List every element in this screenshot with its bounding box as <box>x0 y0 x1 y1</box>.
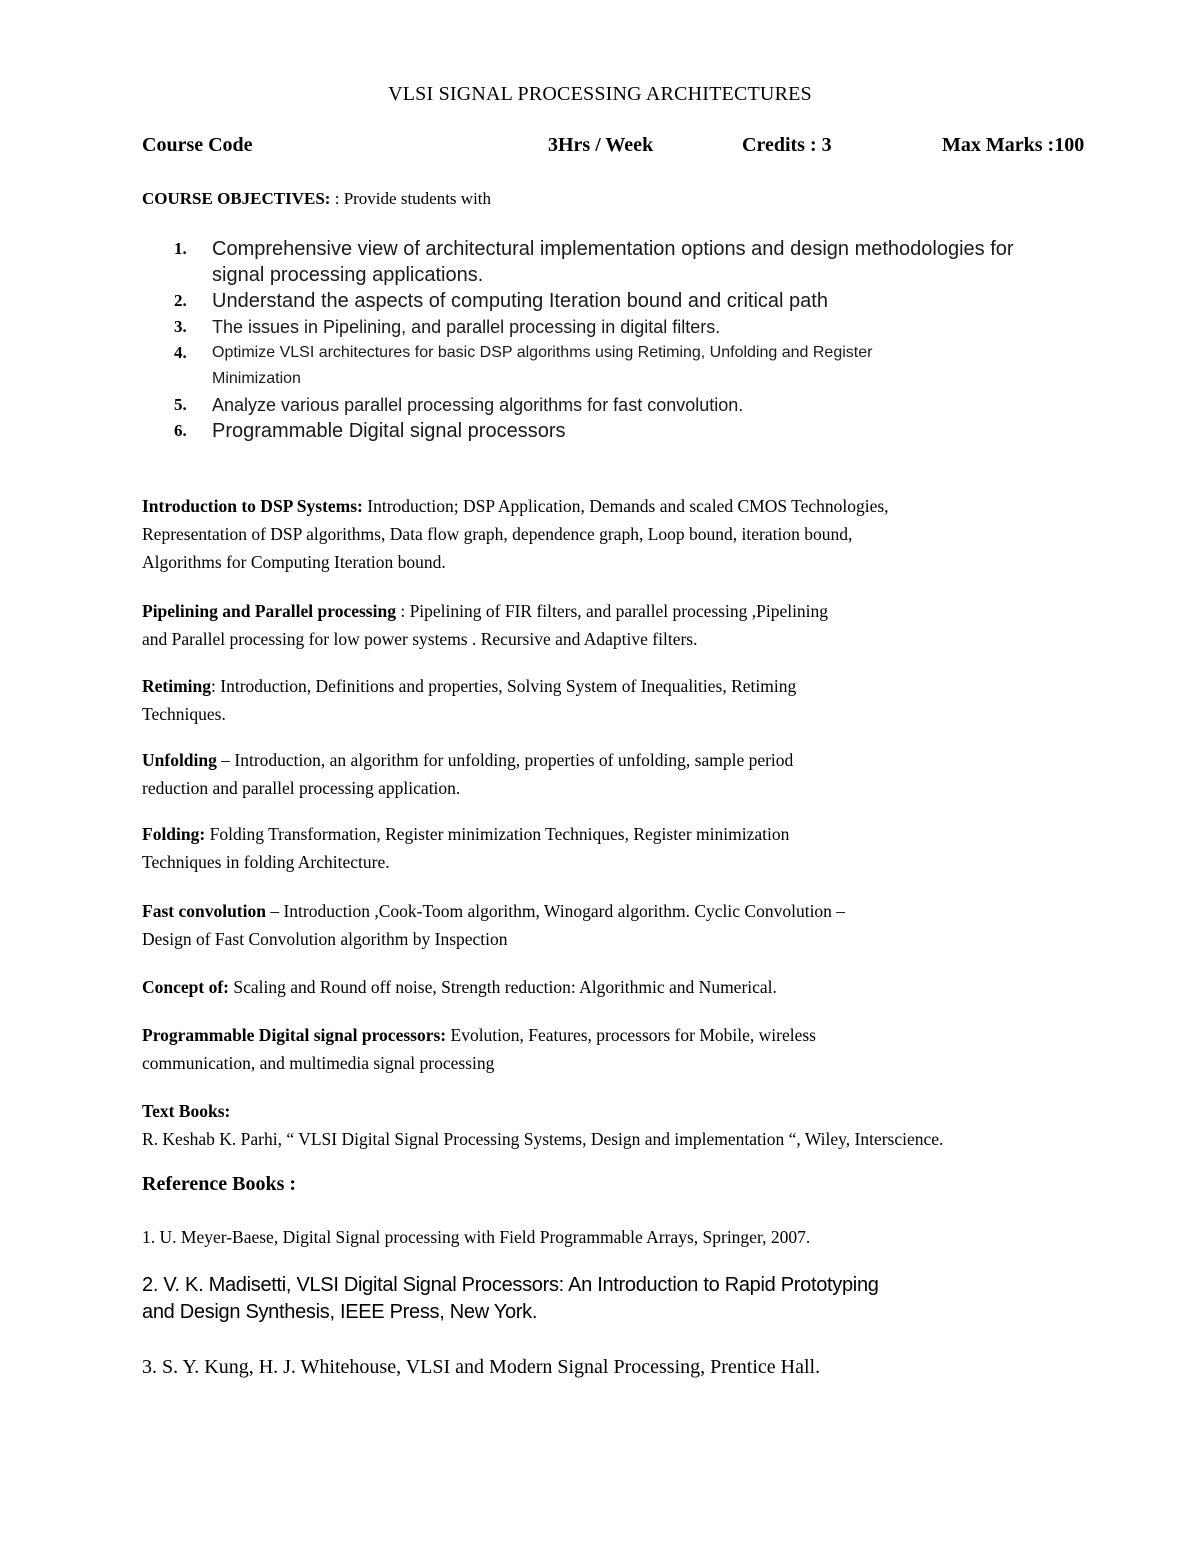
section-text-books <box>142 1097 1142 1153</box>
credits: Credits : 3 <box>742 134 832 156</box>
section-first-line <box>142 1021 1142 1049</box>
reference-books-heading: Reference Books : <box>142 1173 297 1195</box>
section-label: Unfolding <box>142 750 217 770</box>
section-intro-dsp <box>142 492 1142 576</box>
section-text: – Introduction ,Cook-Toom algorithm, Winogard algorithm. Cyclic Convolution – <box>265 901 846 921</box>
section-first-line <box>142 897 1142 925</box>
section-label: Introduction to DSP Systems: <box>142 496 363 516</box>
objective-number: 6. <box>174 421 187 440</box>
section-unfolding <box>142 746 1142 802</box>
section-text: and Parallel processing for low power systems . Recursive and Adaptive filters. <box>142 629 698 649</box>
course-code-label: Course Code <box>142 134 253 156</box>
section-first-line <box>142 672 1142 700</box>
objective-item <box>142 418 1092 444</box>
objective-text: Analyze various parallel processing algorithms for fast convolution. <box>212 395 744 415</box>
section-first-line <box>142 973 1142 1001</box>
reference-item <box>142 1354 1162 1381</box>
section-programmable-dsp <box>142 1021 1142 1077</box>
objectives-list <box>142 236 1092 444</box>
hours-per-week: 3Hrs / Week <box>548 134 654 156</box>
objective-number: 1. <box>174 239 187 258</box>
section-text: : Pipelining of FIR filters, and parallel processing ,Pipelining <box>395 601 829 621</box>
section-label: Retiming <box>142 676 212 696</box>
reference-item <box>142 1272 1162 1326</box>
section-text: Techniques. <box>142 704 226 724</box>
objective-item <box>142 392 1092 418</box>
section-text: Algorithms for Computing Iteration bound. <box>142 552 446 572</box>
section-text: Introduction; DSP Application, Demands and scaled CMOS Technologies, <box>362 496 889 516</box>
section-label: Programmable Digital signal processors: <box>142 1025 447 1045</box>
section-fast-convolution <box>142 897 1142 953</box>
section-pipelining <box>142 597 1142 653</box>
reference-text: 2. V. K. Madisetti, VLSI Digital Signal Processors: An Introduction to Rapid Prototyping <box>142 1274 879 1296</box>
objective-number: 4. <box>174 343 187 362</box>
section-label: Fast convolution <box>142 901 266 921</box>
objective-text: Understand the aspects of computing Iteration bound and critical path <box>212 290 828 312</box>
objective-text-cont: Minimization <box>212 370 301 387</box>
course-info-row <box>142 134 1122 162</box>
objective-text: The issues in Pipelining, and parallel processing in digital filters. <box>212 317 721 337</box>
section-text: Scaling and Round off noise, Strength reduction: Algorithmic and Numerical. <box>229 977 777 997</box>
section-first-line <box>142 746 1142 774</box>
objective-text-cont: signal processing applications. <box>212 264 484 286</box>
objective-text: Optimize VLSI architectures for basic DSP algorithms using Retiming, Unfolding and Register <box>212 344 873 361</box>
objectives-intro: : Provide students with <box>330 189 492 208</box>
reference-text: 1. U. Meyer-Baese, Digital Signal processing with Field Programmable Arrays, Springer, 2007. <box>142 1227 811 1247</box>
section-text: communication, and multimedia signal processing <box>142 1053 495 1073</box>
reference-text-cont: and Design Synthesis, IEEE Press, New York. <box>142 1301 538 1323</box>
reference-item <box>142 1224 1162 1250</box>
section-text: : Introduction, Definitions and properties, Solving System of Inequalities, Retiming <box>211 676 797 696</box>
objectives-label: COURSE OBJECTIVES: <box>142 189 331 208</box>
section-label: Text Books: <box>142 1101 231 1121</box>
section-text: – Introduction, an algorithm for unfolding, properties of unfolding, sample period <box>216 750 794 770</box>
section-label: Pipelining and Parallel processing <box>142 601 396 621</box>
section-text: Folding Transformation, Register minimization Techniques, Register minimization <box>205 824 790 844</box>
section-folding <box>142 820 1142 876</box>
objective-text: Comprehensive view of architectural implementation options and design methodologies for <box>212 238 1014 260</box>
section-first-line <box>142 597 1142 625</box>
section-first-line <box>142 820 1142 848</box>
section-text: Representation of DSP algorithms, Data flow graph, dependence graph, Loop bound, iteration bound, <box>142 524 853 544</box>
section-retiming <box>142 672 1142 728</box>
reference-text: 3. S. Y. Kung, H. J. Whitehouse, VLSI and Modern Signal Processing, Prentice Hall. <box>142 1356 821 1378</box>
objective-number: 3. <box>174 317 187 336</box>
objective-item <box>142 288 1092 314</box>
objective-item <box>142 314 1092 340</box>
section-concept-of <box>142 973 1142 1001</box>
page-title: VLSI SIGNAL PROCESSING ARCHITECTURES <box>388 83 812 105</box>
section-text: Techniques in folding Architecture. <box>142 852 390 872</box>
objective-text: Programmable Digital signal processors <box>212 420 566 442</box>
section-text: R. Keshab K. Parhi, “ VLSI Digital Signal Processing Systems, Design and implementation “, Wiley, Interscience. <box>142 1129 944 1149</box>
section-first-line <box>142 1097 1142 1125</box>
section-label: Concept of: <box>142 977 229 997</box>
section-label: Folding: <box>142 824 206 844</box>
max-marks: Max Marks :100 <box>942 134 1085 156</box>
course-objectives-heading <box>142 189 491 209</box>
objective-item <box>142 236 1092 288</box>
objective-number: 2. <box>174 291 187 310</box>
objective-number: 5. <box>174 395 187 414</box>
section-text: Evolution, Features, processors for Mobile, wireless <box>446 1025 816 1045</box>
section-text: Design of Fast Convolution algorithm by Inspection <box>142 929 508 949</box>
section-text: reduction and parallel processing application. <box>142 778 461 798</box>
objective-item <box>142 340 1092 392</box>
